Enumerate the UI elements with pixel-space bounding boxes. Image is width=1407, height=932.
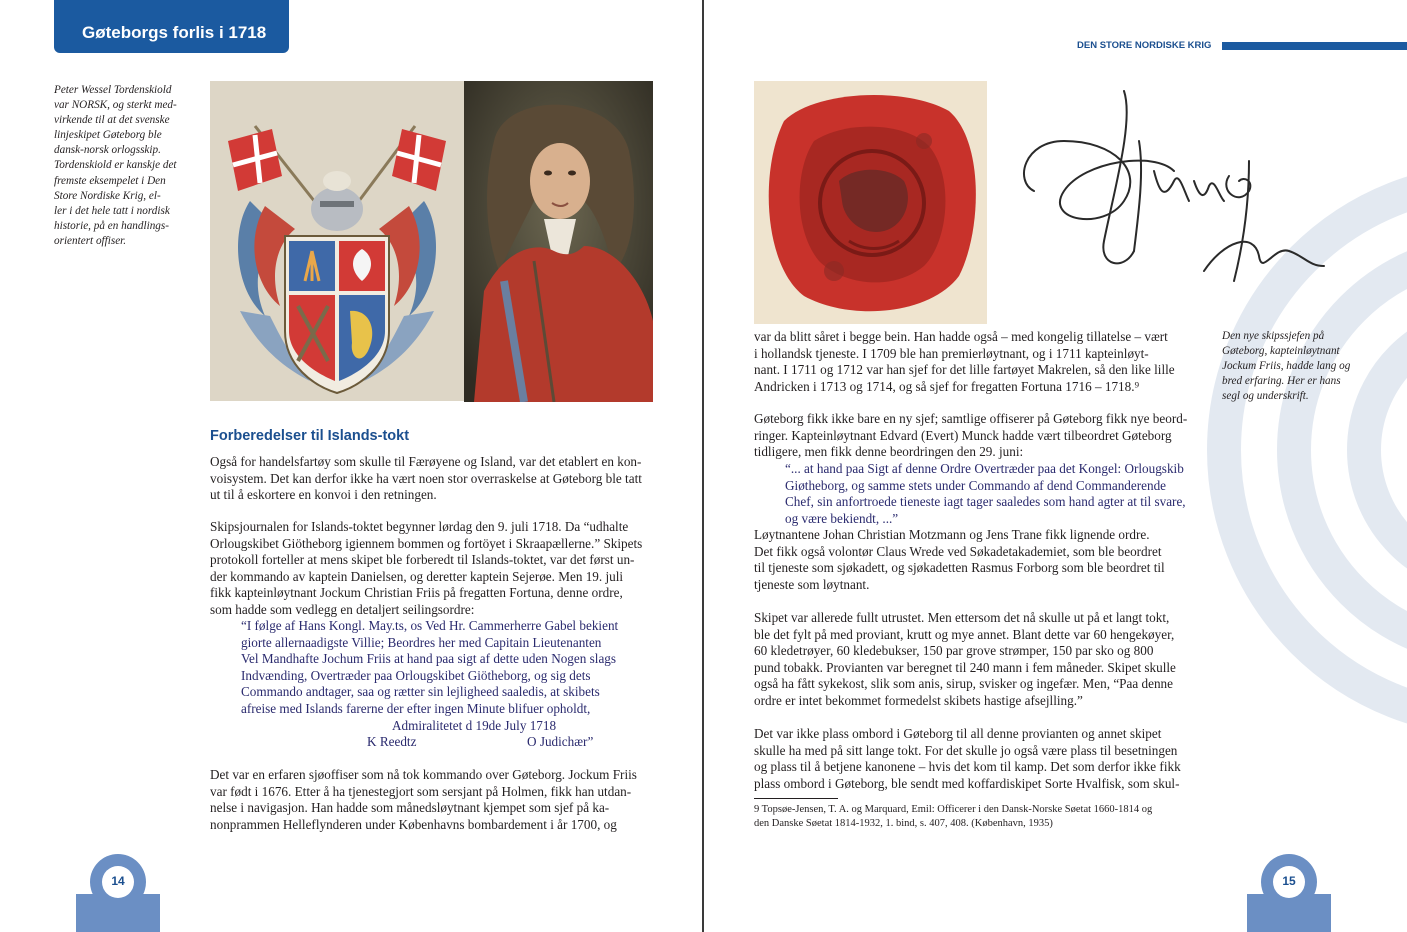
text-line: voisystem. Det kan derfor ikke ha vært noen stor overraskelse at Gøteborg ble tatt: [210, 470, 642, 486]
caption-line: Peter Wessel Tordenskiold: [54, 84, 172, 96]
caption-line: var NORSK, og sterkt med-: [54, 99, 177, 112]
caption-line: Store Nordiske Krig, el-: [54, 189, 161, 202]
order-quote: [241, 618, 618, 718]
caption-line: historie, på en handlings-: [54, 219, 169, 232]
text-line: Det var ikke plass ombord i Gøteborg til all denne provianten og annet skipet: [754, 726, 1162, 741]
text-line: ordre er intet bekommet formedelst skibets hastige afsejlling.”: [754, 692, 1083, 708]
page-number-tab: [76, 854, 160, 932]
text-line: protokoll forteller at mens skipet ble forberedt til Islands-toktet, var det først un-: [210, 552, 635, 568]
body-paragraph: [754, 527, 1165, 593]
quote-line: Vel Mandhafte Jochum Friis at hand paa sigt af dette uden Nogen slags: [241, 651, 617, 667]
text-line: var født i 1676. Etter å ha tjenestegjort som sersjant på Holmen, fikk han utdan-: [210, 783, 632, 799]
quote-line: Indvænding, Overtræder paa Orlougskibet Giötheborg, og sig dets: [241, 667, 591, 683]
text-line: der kommando av kaptein Danielsen, og deretter kaptein Sejerøe. Men 19. juli: [210, 568, 624, 584]
text-line: fikk kapteinløytnant Jockum Christian Friis på fregatten Fortuna, denne ordre,: [210, 585, 623, 601]
right-page: [704, 0, 1407, 932]
caption-line: Jockum Friis, hadde lang og: [1222, 360, 1351, 373]
text-line: og plass til å betjene kanonene – hvis det kom til kamp. Det som derfor ikke fikk: [754, 759, 1181, 775]
coat-of-arms-image: [210, 81, 464, 401]
header-bar: [1222, 42, 1407, 50]
caption-line: segl og underskrift.: [1222, 390, 1309, 403]
section-heading: Forberedelser til Islands-tokt: [210, 428, 410, 444]
text-line: som hadde som vedlegg en detaljert seilingsordre:: [210, 601, 475, 617]
page-number: 15: [1282, 874, 1296, 888]
text-line: Gøteborg fikk ikke bare en ny sjef; samtlige offiserer på Gøteborg fikk nye beord-: [754, 411, 1188, 426]
body-paragraph: [210, 519, 642, 619]
body-paragraph: [754, 726, 1181, 792]
text-line: Løytnantene Johan Christian Motzmann og Jens Trane fikk lignende ordre.: [754, 527, 1150, 542]
caption-line: Tordenskiold er kanskje det: [54, 159, 177, 172]
caption-line: linjeskipet Gøteborg ble: [54, 129, 162, 142]
chapter-title-tab: [54, 0, 289, 53]
quote-signature-right: O Judichær”: [527, 734, 594, 749]
caption-line: virkende til at det svenske: [54, 114, 170, 127]
text-line: ut til å eskortere en konvoi i den retningen.: [210, 487, 437, 503]
quote-line: og være bekiendt, ...”: [785, 510, 899, 526]
quote-line: Giøtheborg, og samme stets under Commando af dend Commanderende: [785, 477, 1167, 493]
footnote: [754, 803, 1152, 831]
footnote-line: den Danske Søetat 1814-1932, 1. bind, s. 407, 408. (København, 1935): [754, 818, 1053, 830]
text-line: skulle ha med på sitt lange tokt. For det skulle jo også være plass til besetningen: [754, 742, 1178, 758]
text-line: tjeneste som løytnant.: [754, 576, 870, 592]
text-line: ble det fylt på med proviant, krutt og mye annet. Blant dette var 60 hengekøyer,: [754, 626, 1175, 642]
body-paragraph: [210, 454, 642, 504]
quote-line: Chef, sin anfortroede tieneste iagt tager saaledes som hand agter at til svare,: [785, 494, 1186, 510]
quote-line: giorte allernaadigste Villie; Beordres her med Capitain Lieutenanten: [241, 634, 602, 650]
text-line: Orlougskibet Giötheborg igiennem bommen og fortöyet i Skraapællerne.” Skipets: [210, 535, 643, 551]
page-number-tab: [1247, 854, 1331, 932]
seal-caption: [1222, 329, 1350, 404]
quote-line: afreise med Islands farerne der efter ingen Minute blifuer opholdt,: [241, 700, 591, 716]
text-line: nelse i navigasjon. Han hadde som månedsløytnant kjempet som sjef på ka-: [210, 800, 610, 816]
text-line: nant. I 1711 og 1712 var han sjef for det lille fartøyet Makrelen, så den like lille: [754, 362, 1175, 378]
page-number: 14: [111, 874, 125, 888]
text-line: ringer. Kapteinløytnant Edvard (Evert) Munck hadde vært tilbeordret Gøteborg: [754, 427, 1172, 443]
body-paragraph: [754, 610, 1176, 710]
caption-line: fremste eksempelet i Den: [54, 174, 166, 187]
text-line: pund tobakk. Provianten var beregnet til 240 mann i fem måneder. Skipet skulle: [754, 659, 1176, 675]
left-page: [0, 0, 702, 932]
caption-line: dansk-norsk orlogsskip.: [54, 144, 161, 157]
portrait-image: [464, 81, 653, 402]
text-line: Det var en erfaren sjøoffiser som nå tok kommando over Gøteborg. Jockum Friis: [210, 767, 637, 782]
text-line: Det fikk også volontør Claus Wrede ved Søkadetakademiet, som ble beordret: [754, 543, 1162, 559]
wax-seal-image: [754, 81, 987, 324]
caption-line: Gøteborg, kapteinløytnant: [1222, 345, 1340, 358]
text-line: var da blitt såret i begge bein. Han hadde også – med kongelig tillatelse – vært: [754, 329, 1168, 344]
order-quote: [785, 461, 1186, 527]
signature-image: [1004, 81, 1334, 301]
text-line: Også for handelsfartøy som skulle til Færøyene og Island, var det etablert en kon-: [210, 454, 642, 469]
quote-signoff: Admiralitetet d 19de July 1718: [392, 718, 557, 733]
text-line: til tjeneste som sjøkadett, og sjøkadetten Rasmus Forborg som ble beordret til: [754, 560, 1165, 576]
quote-line: “... at hand paa Sigt af denne Ordre Overtræder paa det Kongel: Orlougskib: [785, 461, 1184, 476]
footnote-line: 9 Topsøe-Jensen, T. A. og Marquard, Emil: Officerer i den Dansk-Norske Søetat 1660-1814 og: [754, 804, 1153, 815]
footnote-rule: [754, 798, 838, 799]
text-line: plass ombord i Gøteborg, ble sendt med koffardiskipet Sorte Hvalfisk, som skul-: [754, 775, 1180, 791]
caption-line: ler i det hele tatt i nordisk: [54, 204, 170, 217]
caption-line: bred erfaring. Her er hans: [1222, 375, 1341, 388]
body-paragraph: [754, 411, 1187, 461]
text-line: tidligere, men fikk denne beordringen den 29. juni:: [754, 444, 1024, 460]
quote-line: Commando andtager, saa og rætter sin lejligheed saaledis, at skibets: [241, 684, 600, 700]
text-line: Skipet var allerede fullt utrustet. Men ettersom det nå skulle ut på et langt tokt,: [754, 610, 1170, 625]
text-line: Skipsjournalen for Islands-toktet begynner lørdag den 9. juli 1718. Da “udhalte: [210, 519, 629, 534]
text-line: 60 kledetrøyer, 60 kledebukser, 150 par grove strømper, 150 par sko og 800: [754, 643, 1154, 659]
text-line: Andricken i 1713 og 1714, og så sjef for fregatten Fortuna 1716 – 1718.⁹: [754, 378, 1140, 394]
caption-line: Den nye skipssjefen på: [1222, 330, 1325, 342]
text-line: i hollandsk tjeneste. I 1709 ble han premierløytnant, og i 1711 kapteinløyt-: [754, 345, 1149, 361]
portrait-caption: [54, 83, 177, 249]
text-line: også ha fått sykekost, slik som anis, sirup, svisker og ingefær. Men, “Paa denne: [754, 676, 1174, 692]
body-paragraph: [210, 767, 637, 833]
quote-signature-left: K Reedtz: [367, 734, 417, 749]
quote-line: “I følge af Hans Kongl. May.ts, os Ved Hr. Cammerherre Gabel bekient: [241, 618, 619, 633]
caption-line: orientert offiser.: [54, 234, 127, 247]
body-paragraph: [754, 329, 1175, 395]
running-header: DEN STORE NORDISKE KRIG: [1077, 40, 1212, 51]
text-line: nonprammen Helleflynderen under Københavns bombardement i år 1700, og: [210, 816, 617, 832]
chapter-title: Gøteborgs forlis i 1718: [82, 23, 267, 42]
